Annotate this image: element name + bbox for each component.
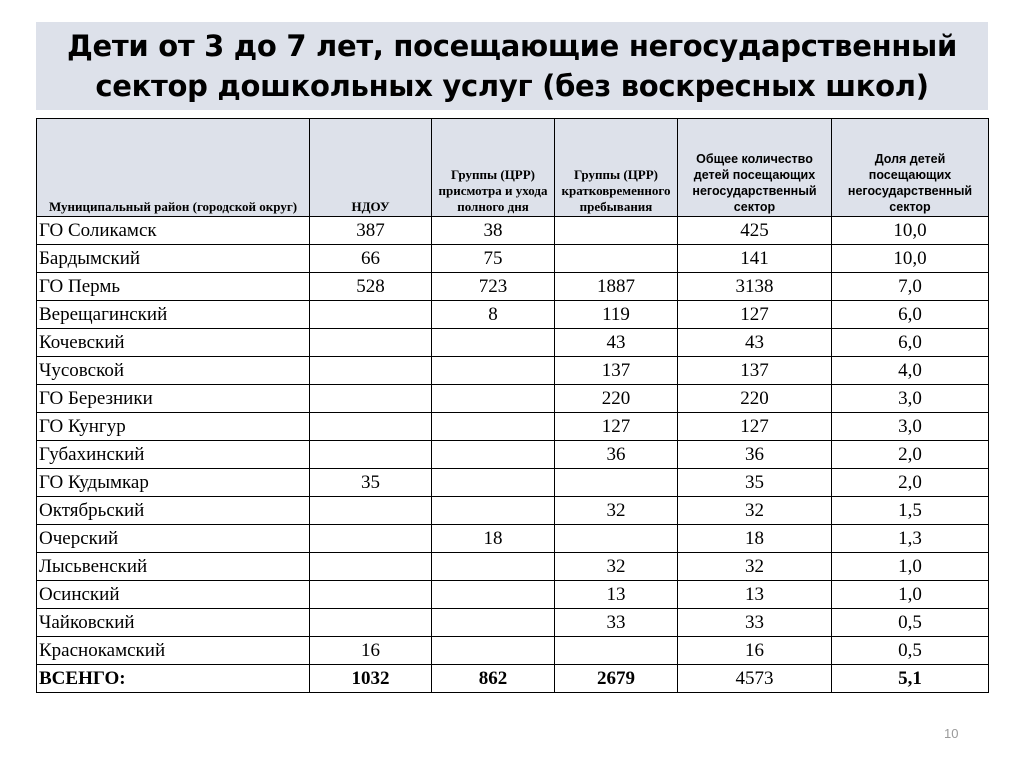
cell-total: 36 bbox=[678, 441, 832, 469]
cell-district: Краснокамский bbox=[37, 637, 310, 665]
cell-share: 2,0 bbox=[832, 441, 989, 469]
table-row bbox=[37, 497, 989, 525]
cell-full-day bbox=[432, 357, 555, 385]
cell-share: 4,0 bbox=[832, 357, 989, 385]
cell-ndou bbox=[310, 581, 432, 609]
cell-ndou: 35 bbox=[310, 469, 432, 497]
table-row bbox=[37, 637, 989, 665]
cell-short-stay: 32 bbox=[555, 497, 678, 525]
cell-total: 35 bbox=[678, 469, 832, 497]
cell-full-day bbox=[432, 637, 555, 665]
table-row bbox=[37, 245, 989, 273]
cell-total: 32 bbox=[678, 497, 832, 525]
cell-full-day bbox=[432, 413, 555, 441]
table-row bbox=[37, 441, 989, 469]
slide-title-line-2: сектор дошкольных услуг (без воскресных школ) bbox=[95, 69, 929, 103]
cell-short-stay bbox=[555, 469, 678, 497]
cell-ndou bbox=[310, 497, 432, 525]
cell-ndou: 387 bbox=[310, 217, 432, 245]
cell-short-stay bbox=[555, 525, 678, 553]
cell-share: 10,0 bbox=[832, 217, 989, 245]
cell-district: Губахинский bbox=[37, 441, 310, 469]
cell-total: 13 bbox=[678, 581, 832, 609]
cell-short-stay: 33 bbox=[555, 609, 678, 637]
cell-district: Чайковский bbox=[37, 609, 310, 637]
cell-short-stay bbox=[555, 217, 678, 245]
cell-total: 425 bbox=[678, 217, 832, 245]
cell-short-stay: 127 bbox=[555, 413, 678, 441]
page-number: 10 bbox=[944, 726, 959, 741]
cell-total: 137 bbox=[678, 357, 832, 385]
cell-full-day bbox=[432, 581, 555, 609]
cell-total: 220 bbox=[678, 385, 832, 413]
cell-district: ГО Соликамск bbox=[37, 217, 310, 245]
cell-ndou bbox=[310, 301, 432, 329]
cell-full-day: 75 bbox=[432, 245, 555, 273]
cell-full-day: 18 bbox=[432, 525, 555, 553]
table-row bbox=[37, 385, 989, 413]
cell-full-day bbox=[432, 329, 555, 357]
cell-ndou bbox=[310, 385, 432, 413]
cell-total: 32 bbox=[678, 553, 832, 581]
cell-short-stay bbox=[555, 637, 678, 665]
cell-ndou bbox=[310, 525, 432, 553]
cell-total: 141 bbox=[678, 245, 832, 273]
table-row bbox=[37, 273, 989, 301]
cell-share: 0,5 bbox=[832, 637, 989, 665]
cell-district: ГО Кунгур bbox=[37, 413, 310, 441]
cell-full-day bbox=[432, 469, 555, 497]
cell-district: Лысьвенский bbox=[37, 553, 310, 581]
data-table bbox=[36, 118, 989, 693]
table-row bbox=[37, 357, 989, 385]
table-row bbox=[37, 301, 989, 329]
cell-total: 127 bbox=[678, 301, 832, 329]
table-row bbox=[37, 469, 989, 497]
cell-full-day: 38 bbox=[432, 217, 555, 245]
header-ndou: НДОУ bbox=[310, 119, 432, 217]
total-cell-district: ВСЕНГО: bbox=[37, 665, 310, 693]
cell-ndou bbox=[310, 609, 432, 637]
slide-title-box bbox=[36, 22, 988, 110]
table-row bbox=[37, 217, 989, 245]
total-cell-full-day: 862 bbox=[432, 665, 555, 693]
cell-full-day bbox=[432, 497, 555, 525]
cell-total: 16 bbox=[678, 637, 832, 665]
cell-total: 33 bbox=[678, 609, 832, 637]
cell-full-day: 8 bbox=[432, 301, 555, 329]
cell-share: 1,3 bbox=[832, 525, 989, 553]
cell-full-day: 723 bbox=[432, 273, 555, 301]
cell-district: Верещагинский bbox=[37, 301, 310, 329]
cell-full-day bbox=[432, 553, 555, 581]
total-cell-share: 5,1 bbox=[832, 665, 989, 693]
cell-district: ГО Пермь bbox=[37, 273, 310, 301]
header-short-stay-groups: Группы (ЦРР) кратковременного пребывания bbox=[555, 119, 678, 217]
cell-total: 18 bbox=[678, 525, 832, 553]
cell-share: 1,0 bbox=[832, 581, 989, 609]
cell-short-stay: 137 bbox=[555, 357, 678, 385]
cell-share: 10,0 bbox=[832, 245, 989, 273]
cell-share: 0,5 bbox=[832, 609, 989, 637]
header-full-day-groups: Группы (ЦРР) присмотра и ухода полного дня bbox=[432, 119, 555, 217]
cell-total: 127 bbox=[678, 413, 832, 441]
cell-share: 2,0 bbox=[832, 469, 989, 497]
cell-ndou bbox=[310, 553, 432, 581]
cell-share: 6,0 bbox=[832, 329, 989, 357]
slide-title-line-1: Дети от 3 до 7 лет, посещающие негосударственный bbox=[66, 29, 957, 63]
cell-ndou bbox=[310, 441, 432, 469]
table-row bbox=[37, 553, 989, 581]
cell-full-day bbox=[432, 385, 555, 413]
cell-district: Октябрьский bbox=[37, 497, 310, 525]
cell-district: Кочевский bbox=[37, 329, 310, 357]
table-body bbox=[37, 217, 989, 693]
cell-total: 43 bbox=[678, 329, 832, 357]
cell-ndou bbox=[310, 329, 432, 357]
cell-short-stay: 43 bbox=[555, 329, 678, 357]
cell-ndou bbox=[310, 357, 432, 385]
cell-district: Очерский bbox=[37, 525, 310, 553]
cell-district: Осинский bbox=[37, 581, 310, 609]
cell-district: ГО Березники bbox=[37, 385, 310, 413]
cell-full-day bbox=[432, 441, 555, 469]
cell-ndou: 66 bbox=[310, 245, 432, 273]
table-row bbox=[37, 413, 989, 441]
cell-ndou: 528 bbox=[310, 273, 432, 301]
total-cell-short-stay: 2679 bbox=[555, 665, 678, 693]
table-row bbox=[37, 581, 989, 609]
cell-district: ГО Кудымкар bbox=[37, 469, 310, 497]
table-row bbox=[37, 525, 989, 553]
cell-short-stay: 32 bbox=[555, 553, 678, 581]
table-row bbox=[37, 329, 989, 357]
cell-short-stay: 220 bbox=[555, 385, 678, 413]
cell-short-stay: 1887 bbox=[555, 273, 678, 301]
cell-share: 1,0 bbox=[832, 553, 989, 581]
cell-share: 1,5 bbox=[832, 497, 989, 525]
cell-ndou bbox=[310, 413, 432, 441]
cell-share: 3,0 bbox=[832, 385, 989, 413]
table-header-row bbox=[37, 119, 989, 217]
cell-district: Бардымский bbox=[37, 245, 310, 273]
header-total-children: Общее количество детей посещающих негосударственный сектор bbox=[678, 119, 832, 217]
header-municipal-district: Муниципальный район (городской округ) bbox=[37, 119, 310, 217]
cell-share: 3,0 bbox=[832, 413, 989, 441]
cell-total: 3138 bbox=[678, 273, 832, 301]
cell-share: 6,0 bbox=[832, 301, 989, 329]
cell-share: 7,0 bbox=[832, 273, 989, 301]
total-cell-total: 4573 bbox=[678, 665, 832, 693]
cell-short-stay: 13 bbox=[555, 581, 678, 609]
table-total-row bbox=[37, 665, 989, 693]
cell-short-stay: 36 bbox=[555, 441, 678, 469]
cell-full-day bbox=[432, 609, 555, 637]
cell-short-stay: 119 bbox=[555, 301, 678, 329]
cell-ndou: 16 bbox=[310, 637, 432, 665]
total-cell-ndou: 1032 bbox=[310, 665, 432, 693]
cell-short-stay bbox=[555, 245, 678, 273]
cell-district: Чусовской bbox=[37, 357, 310, 385]
header-share-children: Доля детей посещающих негосударственный сектор bbox=[832, 119, 989, 217]
table-row bbox=[37, 609, 989, 637]
